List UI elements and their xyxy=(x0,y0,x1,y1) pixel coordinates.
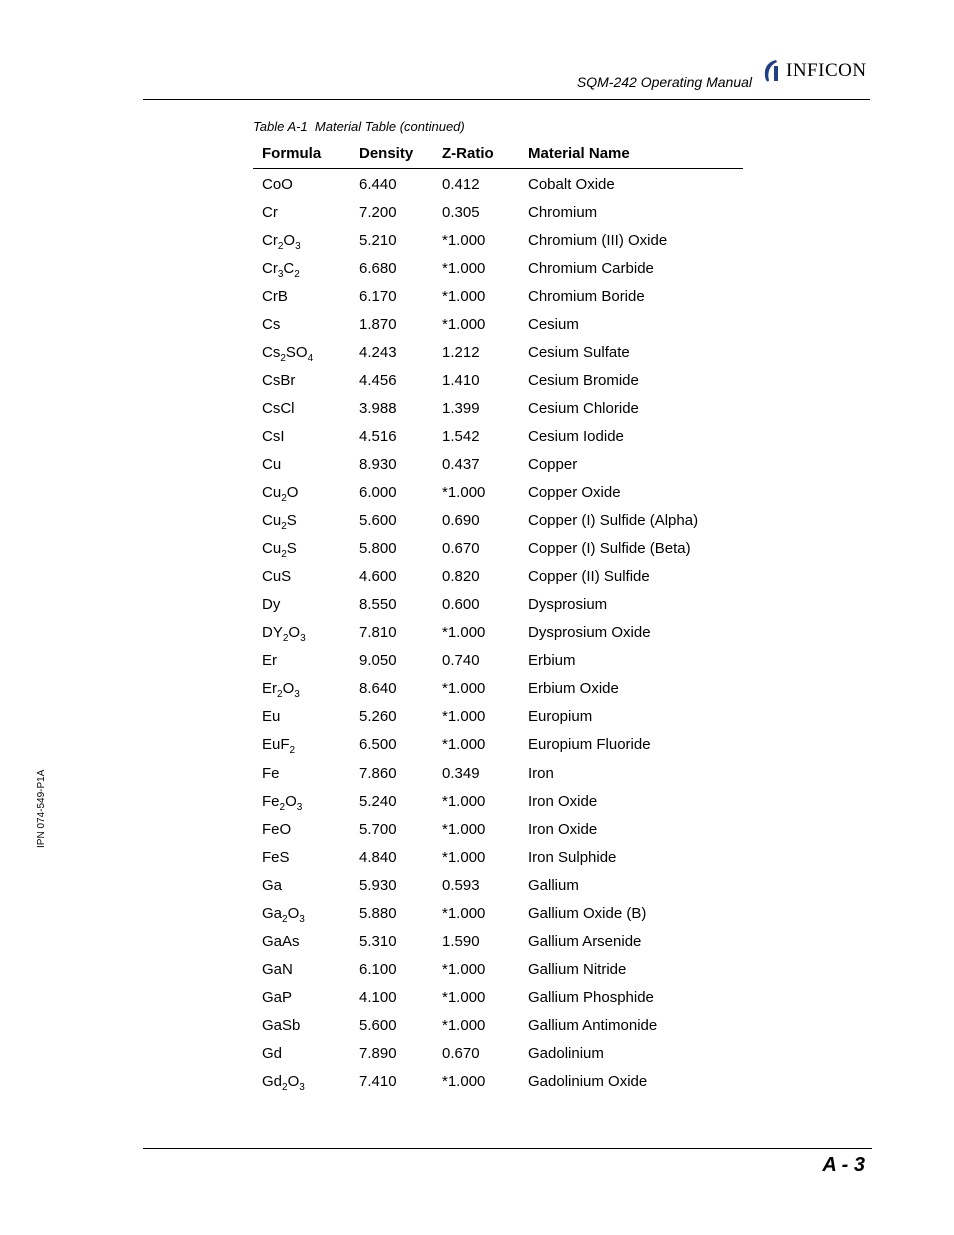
formula-element: Gd xyxy=(262,1073,283,1091)
formula-element: Cu xyxy=(262,484,282,502)
cell-material-name: Erbium Oxide xyxy=(528,680,619,698)
table-row xyxy=(253,927,743,955)
table-row xyxy=(253,254,743,282)
table-row xyxy=(253,226,743,254)
cell-density: 4.516 xyxy=(359,427,397,445)
formula-subscript: 2 xyxy=(282,913,288,925)
formula-element: Ga xyxy=(262,876,283,894)
cell-material-name: Gallium Antimonide xyxy=(528,1016,658,1034)
cell-z-ratio: *1.000 xyxy=(442,988,486,1006)
formula-element: Fe xyxy=(262,764,280,782)
cell-z-ratio: 1.212 xyxy=(442,343,480,361)
cell-z-ratio: *1.000 xyxy=(442,904,486,922)
table-row xyxy=(253,422,743,450)
formula-element: Cr xyxy=(262,203,278,221)
cell-formula xyxy=(253,1073,359,1094)
cell-density: 5.930 xyxy=(359,876,397,894)
cell-material-name: Chromium (III) Oxide xyxy=(528,231,668,249)
cell-density: 5.800 xyxy=(359,540,397,558)
formula-subscript: 4 xyxy=(307,352,314,364)
cell-formula xyxy=(253,259,359,280)
formula-subscript: 2 xyxy=(281,549,287,561)
cell-formula xyxy=(253,372,359,389)
page-number: A - 3 xyxy=(822,1154,865,1176)
cell-density: 4.840 xyxy=(359,848,397,866)
cell-z-ratio: *1.000 xyxy=(442,848,486,866)
formula-element: Cu xyxy=(262,540,282,558)
cell-z-ratio: *1.000 xyxy=(442,792,486,810)
cell-z-ratio: *1.000 xyxy=(442,484,486,502)
cell-z-ratio: 0.670 xyxy=(442,540,480,558)
cell-density: 6.170 xyxy=(359,287,397,305)
cell-z-ratio: *1.000 xyxy=(442,736,486,754)
inficon-logo-icon xyxy=(760,59,784,83)
formula-element: Cr xyxy=(262,259,278,277)
cell-material-name: Iron xyxy=(528,764,554,782)
formula-subscript: 2 xyxy=(282,1082,288,1094)
cell-material-name: Copper (II) Sulfide xyxy=(528,568,650,586)
formula-element: O xyxy=(287,904,300,922)
table-body xyxy=(253,170,743,1096)
cell-density: 5.310 xyxy=(359,932,397,950)
formula-element: CsCl xyxy=(262,399,295,417)
cell-z-ratio: 0.305 xyxy=(442,203,480,221)
cell-density: 7.890 xyxy=(359,1044,397,1062)
table-row xyxy=(253,731,743,759)
cell-z-ratio: 1.399 xyxy=(442,399,480,417)
cell-material-name: Iron Sulphide xyxy=(528,848,617,866)
cell-formula xyxy=(253,484,359,505)
cell-formula xyxy=(253,568,359,585)
cell-z-ratio: *1.000 xyxy=(442,960,486,978)
manual-title: SQM-242 Operating Manual xyxy=(576,74,752,90)
formula-subscript: 3 xyxy=(295,240,301,252)
cell-z-ratio: 0.437 xyxy=(442,455,480,473)
cell-formula xyxy=(253,231,359,252)
formula-subscript: 3 xyxy=(299,913,305,925)
formula-element: Cs xyxy=(262,315,281,333)
formula-subscript: 3 xyxy=(296,801,303,813)
cell-formula xyxy=(253,849,359,866)
table-row xyxy=(253,619,743,647)
formula-element: CrB xyxy=(262,287,288,305)
cell-z-ratio: *1.000 xyxy=(442,231,486,249)
table-row xyxy=(253,198,743,226)
table-row xyxy=(253,479,743,507)
cell-z-ratio: *1.000 xyxy=(442,315,486,333)
formula-element: CoO xyxy=(262,175,293,193)
table-row xyxy=(253,170,743,198)
formula-subscript: 3 xyxy=(294,689,300,701)
cell-material-name: Gadolinium xyxy=(528,1044,604,1062)
cell-formula xyxy=(253,961,359,978)
cell-formula xyxy=(253,1017,359,1034)
cell-density: 6.440 xyxy=(359,175,397,193)
formula-element: FeO xyxy=(262,820,292,838)
table-row xyxy=(253,647,743,675)
cell-density: 7.860 xyxy=(359,764,397,782)
header-density: Density xyxy=(359,145,414,162)
formula-element: O xyxy=(286,484,299,502)
cell-formula xyxy=(253,400,359,417)
cell-density: 5.240 xyxy=(359,792,397,810)
formula-element: Cu xyxy=(262,455,282,473)
cell-density: 5.260 xyxy=(359,708,397,726)
table-row xyxy=(253,310,743,338)
cell-z-ratio: 0.670 xyxy=(442,1044,480,1062)
cell-z-ratio: *1.000 xyxy=(442,1073,486,1091)
cell-density: 8.640 xyxy=(359,680,397,698)
table-row xyxy=(253,815,743,843)
inficon-logo xyxy=(760,58,867,84)
formula-subscript: 2 xyxy=(282,633,289,645)
formula-element: Gd xyxy=(262,1044,283,1062)
table-row xyxy=(253,563,743,591)
header-rule xyxy=(143,99,870,100)
cell-formula xyxy=(253,176,359,193)
table-row xyxy=(253,955,743,983)
cell-density: 4.243 xyxy=(359,343,397,361)
cell-formula xyxy=(253,652,359,669)
table-row xyxy=(253,535,743,563)
table-row xyxy=(253,899,743,927)
cell-formula xyxy=(253,428,359,445)
cell-formula xyxy=(253,288,359,305)
cell-material-name: Erbium xyxy=(528,652,576,670)
cell-material-name: Gadolinium Oxide xyxy=(528,1073,648,1091)
cell-density: 4.100 xyxy=(359,988,397,1006)
cell-material-name: Chromium Boride xyxy=(528,287,645,305)
table-row xyxy=(253,759,743,787)
cell-z-ratio: 1.410 xyxy=(442,371,480,389)
cell-material-name: Cesium Chloride xyxy=(528,399,639,417)
cell-z-ratio: 1.590 xyxy=(442,932,480,950)
cell-z-ratio: *1.000 xyxy=(442,624,486,642)
cell-formula xyxy=(253,989,359,1006)
cell-formula xyxy=(253,904,359,925)
cell-density: 1.870 xyxy=(359,315,397,333)
cell-z-ratio: *1.000 xyxy=(442,259,486,277)
table-row xyxy=(253,450,743,478)
formula-subscript: 3 xyxy=(300,633,306,645)
cell-z-ratio: *1.000 xyxy=(442,1016,486,1034)
cell-formula xyxy=(253,933,359,950)
header-z-ratio: Z-Ratio xyxy=(442,145,494,162)
table-row xyxy=(253,983,743,1011)
formula-element: GaP xyxy=(262,988,293,1006)
cell-formula xyxy=(253,343,359,364)
cell-material-name: Iron Oxide xyxy=(528,792,598,810)
cell-z-ratio: 0.600 xyxy=(442,596,480,614)
formula-element: CsBr xyxy=(262,371,296,389)
header-formula: Formula xyxy=(262,145,322,162)
cell-material-name: Dysprosium xyxy=(528,596,608,614)
formula-element: GaAs xyxy=(262,932,300,950)
table-row xyxy=(253,1068,743,1096)
cell-material-name: Europium xyxy=(528,708,593,726)
table-row xyxy=(253,282,743,310)
cell-density: 4.456 xyxy=(359,371,397,389)
cell-z-ratio: 1.542 xyxy=(442,427,480,445)
formula-element: O xyxy=(287,1073,300,1091)
formula-element: CsI xyxy=(262,427,285,445)
cell-material-name: Copper Oxide xyxy=(528,484,621,502)
cell-formula xyxy=(253,736,359,757)
table-row xyxy=(253,507,743,535)
cell-material-name: Copper xyxy=(528,455,578,473)
cell-formula xyxy=(253,204,359,221)
formula-element: FeS xyxy=(262,848,290,866)
cell-density: 6.500 xyxy=(359,736,397,754)
formula-element: Cu xyxy=(262,512,282,530)
formula-element: O xyxy=(282,680,295,698)
cell-material-name: Cesium Bromide xyxy=(528,371,639,389)
table-row xyxy=(253,1039,743,1067)
table-row xyxy=(253,394,743,422)
cell-formula xyxy=(253,680,359,701)
cell-formula xyxy=(253,596,359,613)
formula-subscript: 2 xyxy=(281,521,287,533)
cell-material-name: Cesium Sulfate xyxy=(528,343,630,361)
cell-material-name: Gallium xyxy=(528,876,579,894)
cell-density: 5.880 xyxy=(359,904,397,922)
cell-density: 8.550 xyxy=(359,596,397,614)
cell-formula xyxy=(253,765,359,782)
formula-element: S xyxy=(286,540,297,558)
formula-element: GaN xyxy=(262,960,293,978)
cell-density: 6.000 xyxy=(359,484,397,502)
formula-element: Cs xyxy=(262,343,281,361)
formula-subscript: 3 xyxy=(277,268,284,280)
table-header xyxy=(253,139,743,169)
cell-formula xyxy=(253,316,359,333)
cell-material-name: Gallium Nitride xyxy=(528,960,627,978)
cell-density: 5.210 xyxy=(359,231,397,249)
cell-material-name: Gallium Phosphide xyxy=(528,988,654,1006)
formula-element: Er xyxy=(262,680,277,698)
cell-z-ratio: 0.412 xyxy=(442,175,480,193)
formula-element: DY xyxy=(262,624,283,642)
cell-z-ratio: 0.690 xyxy=(442,512,480,530)
cell-formula xyxy=(253,540,359,561)
cell-z-ratio: 0.593 xyxy=(442,876,480,894)
cell-formula xyxy=(253,1045,359,1062)
cell-density: 8.930 xyxy=(359,455,397,473)
cell-z-ratio: *1.000 xyxy=(442,820,486,838)
formula-element: Ga xyxy=(262,904,283,922)
table-row xyxy=(253,703,743,731)
formula-element: O xyxy=(283,231,296,249)
table-row xyxy=(253,787,743,815)
cell-density: 7.200 xyxy=(359,203,397,221)
cell-density: 5.700 xyxy=(359,820,397,838)
cell-formula xyxy=(253,624,359,645)
footer-rule xyxy=(143,1148,872,1149)
formula-element: Cr xyxy=(262,231,278,249)
header-material-name: Material Name xyxy=(528,145,630,162)
cell-material-name: Cesium Iodide xyxy=(528,427,624,445)
table-row xyxy=(253,1011,743,1039)
cell-material-name: Dysprosium Oxide xyxy=(528,624,651,642)
formula-element: SO xyxy=(285,343,308,361)
cell-density: 5.600 xyxy=(359,512,397,530)
formula-element: O xyxy=(285,792,297,810)
table-row xyxy=(253,591,743,619)
table-row xyxy=(253,366,743,394)
cell-formula xyxy=(253,512,359,533)
formula-subscript: 2 xyxy=(289,745,296,757)
cell-density: 4.600 xyxy=(359,568,397,586)
formula-element: GaSb xyxy=(262,1016,301,1034)
cell-material-name: Iron Oxide xyxy=(528,820,598,838)
formula-element: CuS xyxy=(262,568,292,586)
cell-density: 6.100 xyxy=(359,960,397,978)
cell-density: 7.810 xyxy=(359,624,397,642)
formula-element: S xyxy=(286,512,297,530)
formula-element: Fe xyxy=(262,792,280,810)
formula-subscript: 2 xyxy=(280,352,286,364)
formula-element: Er xyxy=(262,652,277,670)
table-row xyxy=(253,843,743,871)
cell-z-ratio: *1.000 xyxy=(442,708,486,726)
cell-z-ratio: *1.000 xyxy=(442,287,486,305)
cell-density: 7.410 xyxy=(359,1073,397,1091)
cell-material-name: Gallium Oxide (B) xyxy=(528,904,647,922)
cell-material-name: Europium Fluoride xyxy=(528,736,651,754)
cell-z-ratio: 0.740 xyxy=(442,652,480,670)
table-row xyxy=(253,871,743,899)
cell-material-name: Copper (I) Sulfide (Beta) xyxy=(528,540,691,558)
formula-subscript: 3 xyxy=(299,1082,305,1094)
cell-density: 3.988 xyxy=(359,399,397,417)
cell-z-ratio: 0.349 xyxy=(442,764,480,782)
cell-material-name: Cobalt Oxide xyxy=(528,175,615,193)
cell-formula xyxy=(253,708,359,725)
formula-element: C xyxy=(283,259,295,277)
cell-formula xyxy=(253,456,359,473)
material-table xyxy=(253,139,743,1096)
table-row xyxy=(253,338,743,366)
table-caption: Table A-1 Material Table (continued) xyxy=(253,119,465,134)
document-id: IPN 074-549-P1A xyxy=(36,769,47,848)
cell-formula xyxy=(253,792,359,813)
formula-subscript: 2 xyxy=(277,689,283,701)
cell-density: 5.600 xyxy=(359,1016,397,1034)
formula-element: Dy xyxy=(262,596,281,614)
formula-subscript: 2 xyxy=(279,801,286,813)
cell-material-name: Chromium xyxy=(528,203,598,221)
formula-element: Eu xyxy=(262,708,281,726)
cell-density: 9.050 xyxy=(359,652,397,670)
cell-formula xyxy=(253,821,359,838)
cell-z-ratio: *1.000 xyxy=(442,680,486,698)
formula-element: EuF xyxy=(262,736,290,754)
cell-z-ratio: 0.820 xyxy=(442,568,480,586)
formula-subscript: 2 xyxy=(294,268,300,280)
cell-material-name: Gallium Arsenide xyxy=(528,932,642,950)
cell-formula xyxy=(253,877,359,894)
cell-density: 6.680 xyxy=(359,259,397,277)
cell-material-name: Chromium Carbide xyxy=(528,259,654,277)
logo-wordmark: INFICON xyxy=(786,60,867,81)
cell-material-name: Copper (I) Sulfide (Alpha) xyxy=(528,512,699,530)
formula-subscript: 2 xyxy=(277,240,284,252)
cell-material-name: Cesium xyxy=(528,315,579,333)
formula-element: O xyxy=(288,624,301,642)
formula-subscript: 2 xyxy=(281,493,287,505)
table-row xyxy=(253,675,743,703)
